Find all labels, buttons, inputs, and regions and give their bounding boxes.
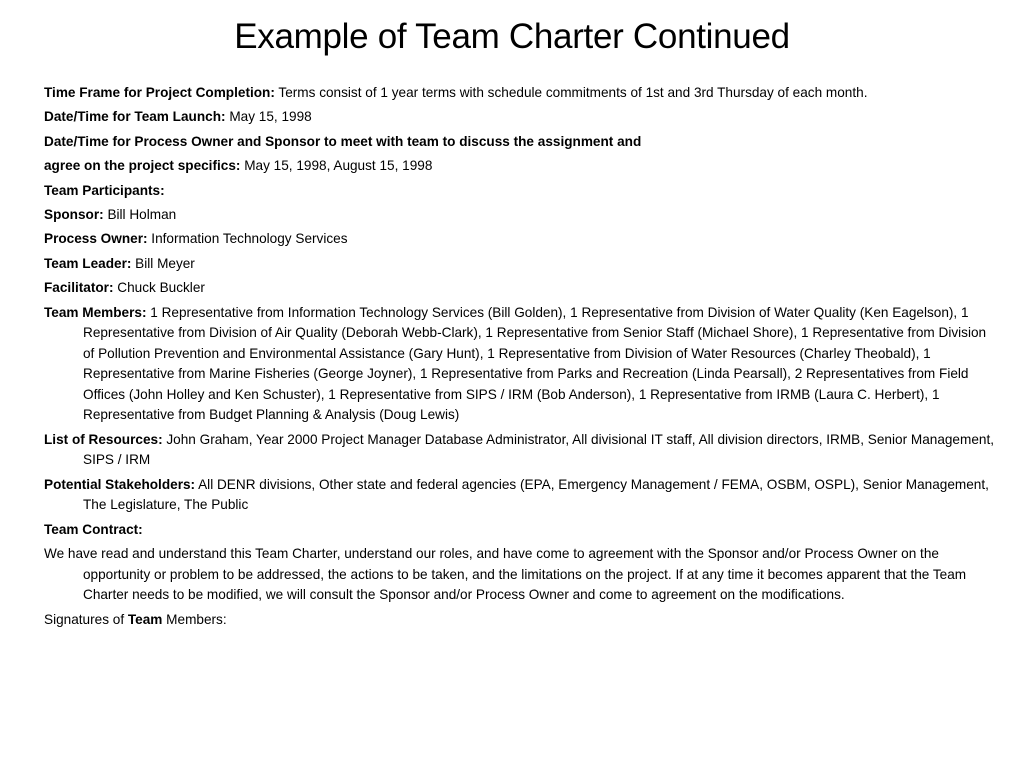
slide-title: Example of Team Charter Continued [234,17,790,56]
team-members-label: Team Members: [44,304,147,320]
time-frame-value: Terms consist of 1 year terms with schedule commitments of 1st and 3rd Thursday of each month. [274,85,868,100]
process-owner-value: Information Technology Services [147,231,348,247]
team-leader-value: Bill Meyer [131,255,195,271]
meeting-value: May 15, 1998, August 15, 1998 [240,158,433,174]
team-launch-label: Date/Time for Team Launch: [44,109,226,125]
team-participants-paragraph [44,181,994,202]
sponsor-paragraph [44,205,994,226]
signatures-suffix: Members: [162,611,227,627]
team-participants-label: Team Participants: [44,182,165,198]
signatures-bold: Team [127,611,163,627]
facilitator-label: Facilitator: [44,280,114,296]
charter-body [44,83,994,634]
team-members-value: 1 Representative from Information Technology Services (Bill Golden), 1 Representative from Division of Water Quality (Ken Eagelson), 1 Representative from Division of Air Quality (Deborah Webb-Clark), 1 Representative from Senior Staff (Michael Shore), 1 Representative from Division of Pollution Prevention and Environmental Assistance (Gary Hunt), 1 Representative from Division of Water Resources (Charley Theobald), 1 Representative from Marine Fisheries (George Joyner), 1 Representative from Parks and Recreation (Linda Pearsall), 2 Representatives from Field Offices (John Holley and Ken Schuster), 1 Representative from SIPS / IRM (Bob Anderson), 1 Representative from IRMB (Laura C. Herbert), 1 Representative from Budget Planning & Analysis (Doug Lewis) [83,304,987,423]
meeting-paragraph-line1 [44,132,994,153]
team-launch-value: May 15, 1998 [225,109,312,125]
team-launch-paragraph [44,107,994,128]
signatures-prefix: Signatures of [44,611,128,627]
process-owner-paragraph [44,229,994,250]
meeting-paragraph-line2 [44,156,994,177]
resources-paragraph [44,430,994,471]
stakeholders-label: Potential Stakeholders: [44,476,196,492]
meeting-label-line1: Date/Time for Process Owner and Sponsor to meet with team to discuss the assignment and [44,133,642,149]
team-contract-paragraph [44,520,994,541]
meeting-label-line2: agree on the project specifics: [44,158,241,174]
signatures-paragraph [44,610,994,631]
sponsor-label: Sponsor: [44,206,104,222]
resources-value: John Graham, Year 2000 Project Manager Database Administrator, All divisional IT staff, All division directors, IRMB, Senior Management, SIPS / IRM [83,431,994,468]
resources-label: List of Resources: [44,431,163,447]
stakeholders-paragraph [44,475,994,516]
team-leader-paragraph [44,254,994,275]
team-contract-label: Team Contract: [44,521,143,537]
contract-text-paragraph [44,544,994,606]
stakeholders-value: All DENR divisions, Other state and federal agencies (EPA, Emergency Management / FEMA, OSBM, OSPL), Senior Management, The Legislature, The Public [83,476,989,513]
sponsor-value: Bill Holman [103,206,177,222]
time-frame-label: Time Frame for Project Completion: [44,85,275,100]
process-owner-label: Process Owner: [44,231,148,247]
facilitator-value: Chuck Buckler [113,280,205,296]
time-frame-paragraph [44,83,994,104]
team-members-paragraph [44,303,994,427]
team-leader-label: Team Leader: [44,255,132,271]
facilitator-paragraph [44,278,994,299]
contract-text: We have read and understand this Team Charter, understand our roles, and have come to agreement with the Sponsor and/or Process Owner on the opportunity or problem to be addressed, the actions to be taken, and the limitations on the project. If at any time it becomes apparent that the Team Charter needs to be modified, we will consult the Sponsor and/or Process Owner and come to agreement on the modifications. [44,546,967,603]
